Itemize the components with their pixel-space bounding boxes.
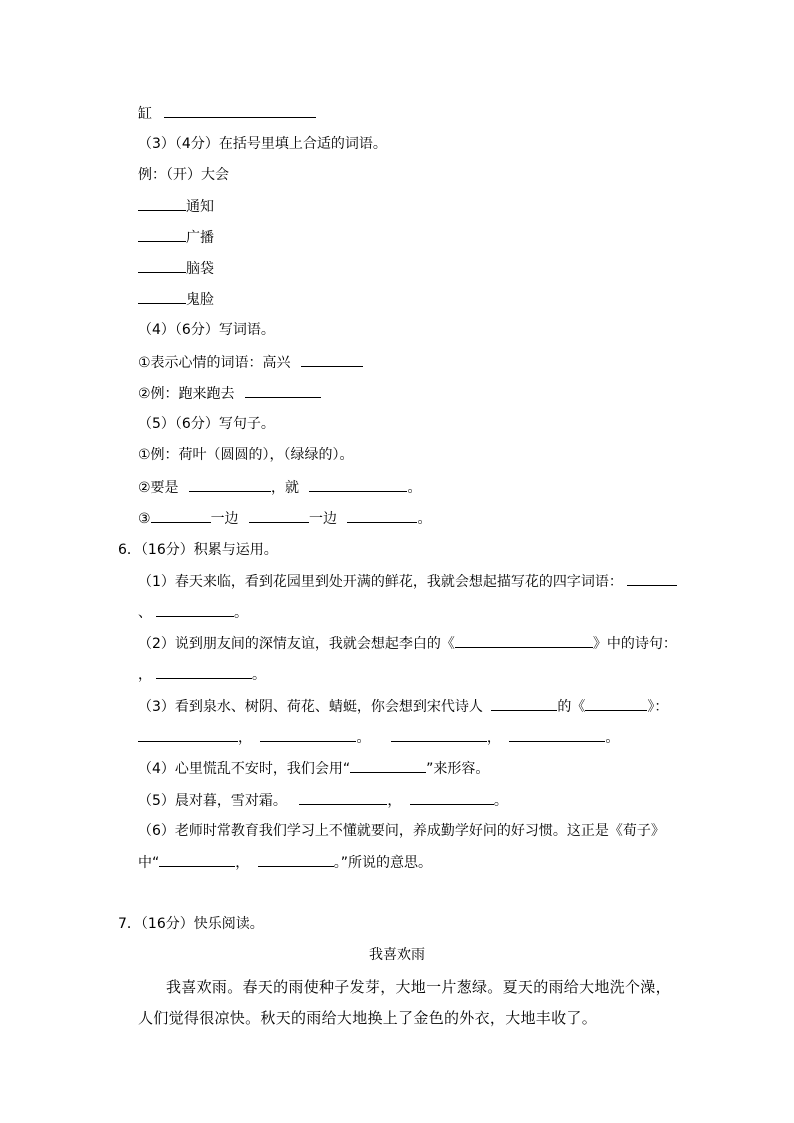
q5-part5-heading: （5）（6分）写句子。 — [138, 416, 275, 432]
prompt-text: ， — [387, 793, 402, 809]
prompt-text: （5）晨对暮，雪对霜。 — [138, 793, 287, 809]
fill-item — [138, 227, 214, 248]
answer-blank[interactable] — [249, 508, 309, 523]
prompt-text: （3）看到泉水、树阴、荷花、蜻蜓，你会想到宋代诗人 — [138, 699, 483, 715]
q6-s4 — [138, 758, 489, 779]
prompt-text: ， — [235, 855, 250, 871]
answer-blank[interactable] — [189, 477, 271, 492]
answer-blank[interactable] — [245, 383, 321, 398]
q5-part3-example: 例：（开）大会 — [138, 167, 229, 183]
fill-item — [138, 196, 214, 217]
answer-blank[interactable] — [509, 727, 605, 742]
q6-s2 — [138, 633, 677, 654]
prompt-text: （2）说到朋友间的深情友谊，我就会想起李白的《 — [138, 636, 455, 652]
q5-part4-line2 — [138, 383, 321, 404]
q6-s1-cont — [138, 602, 248, 623]
q6-s1 — [138, 571, 677, 592]
prompt-text: （4）心里慌乱不安时，我们会用“ — [138, 761, 351, 777]
prompt-text: 。”所说的意思。 — [333, 855, 432, 871]
q6-s3 — [138, 696, 668, 717]
answer-blank[interactable] — [299, 790, 387, 805]
prompt-text: 。 — [417, 511, 432, 527]
prompt-text: 、 — [138, 605, 152, 621]
answer-blank[interactable] — [585, 696, 647, 711]
prompt-text: ②例：跑来跑去 — [138, 386, 235, 402]
fill-item-word: 广播 — [186, 230, 214, 246]
prompt-text: 的《 — [557, 699, 586, 715]
prompt-text: ， — [138, 667, 152, 683]
answer-blank[interactable] — [151, 508, 211, 523]
prompt-text: （1）春天来临，看到花园里到处开满的鲜花，我就会想起描写花的四字词语： — [138, 574, 623, 590]
fill-item-word: 脑袋 — [186, 261, 214, 277]
prompt-text: ，就 — [271, 480, 300, 496]
prompt-text: 。 — [356, 730, 371, 746]
answer-blank[interactable] — [138, 727, 238, 742]
prompt-text: ， — [486, 730, 501, 746]
fill-item — [138, 289, 214, 310]
q5-part4-heading: （4）（6分）写词语。 — [138, 322, 275, 338]
answer-blank[interactable] — [391, 727, 487, 742]
answer-blank[interactable] — [347, 508, 417, 523]
answer-blank[interactable] — [258, 852, 334, 867]
reading-paragraph: 我喜欢雨。春天的雨使种子发芽，大地一片葱绿。夏天的雨给大地洗个澡，人们觉得很凉快。秋天的雨给大地换上了金色的外衣，大地丰收了。 — [138, 978, 671, 1027]
answer-blank[interactable] — [455, 633, 593, 648]
prompt-text: 一边 — [210, 511, 239, 527]
gang-line — [138, 103, 316, 124]
q5-part5-line1: ①例：荷叶（圆圆的），（绿绿的）。 — [138, 447, 354, 463]
answer-blank[interactable] — [260, 727, 356, 742]
answer-blank[interactable] — [156, 602, 234, 617]
prompt-text: ”来形容。 — [426, 761, 490, 777]
answer-blank[interactable] — [138, 227, 186, 242]
prompt-text: ， — [238, 730, 252, 746]
q6-s2-cont — [138, 664, 266, 685]
prompt-text: 中“ — [138, 855, 160, 871]
answer-blank[interactable] — [301, 352, 363, 367]
q6-heading: 6．（16分）积累与运用。 — [118, 542, 278, 558]
prompt-text: 。 — [605, 730, 620, 746]
answer-blank[interactable] — [350, 758, 426, 773]
answer-blank[interactable] — [138, 196, 186, 211]
fill-item — [138, 258, 214, 279]
answer-blank[interactable] — [138, 289, 186, 304]
prompt-text: 。 — [493, 793, 508, 809]
q5-part4-line1 — [138, 352, 363, 373]
q6-s6: （6）老师时常教育我们学习上不懂就要问，养成勤学好问的好习惯。这正是《荀子》 — [138, 823, 665, 839]
answer-blank[interactable] — [410, 790, 494, 805]
q7-heading: 7．（16分）快乐阅读。 — [118, 916, 264, 932]
answer-blank[interactable] — [309, 477, 407, 492]
fill-item-word: 通知 — [186, 199, 214, 215]
prompt-text: ③ — [138, 511, 151, 527]
prompt-text: 。 — [234, 605, 248, 621]
answer-blank[interactable] — [156, 664, 252, 679]
fill-item-word: 鬼脸 — [186, 292, 214, 308]
prompt-text: 。 — [407, 480, 422, 496]
answer-blank[interactable] — [138, 258, 186, 273]
answer-blank[interactable] — [627, 571, 677, 586]
prompt-text: 》： — [647, 699, 669, 715]
q6-s5 — [138, 790, 508, 811]
prompt-text: 一边 — [309, 511, 338, 527]
q6-s3-cont — [138, 727, 619, 748]
prompt-text: 。 — [252, 667, 266, 683]
reading-title: 我喜欢雨 — [369, 947, 425, 963]
answer-blank[interactable] — [491, 696, 557, 711]
q5-part3-heading: （3）（4分）在括号里填上合适的词语。 — [138, 136, 387, 152]
q5-part5-line3 — [138, 508, 431, 529]
prompt-text: 》中的诗句： — [592, 636, 677, 652]
answer-blank[interactable] — [159, 852, 235, 867]
prompt-text: ②要是 — [138, 480, 179, 496]
prompt-text: ①表示心情的词语：高兴 — [138, 355, 291, 371]
q5-part5-line2 — [138, 477, 421, 498]
answer-blank[interactable] — [164, 103, 316, 118]
q6-s6-cont — [138, 852, 432, 873]
gang-char: 缸 — [138, 106, 152, 122]
